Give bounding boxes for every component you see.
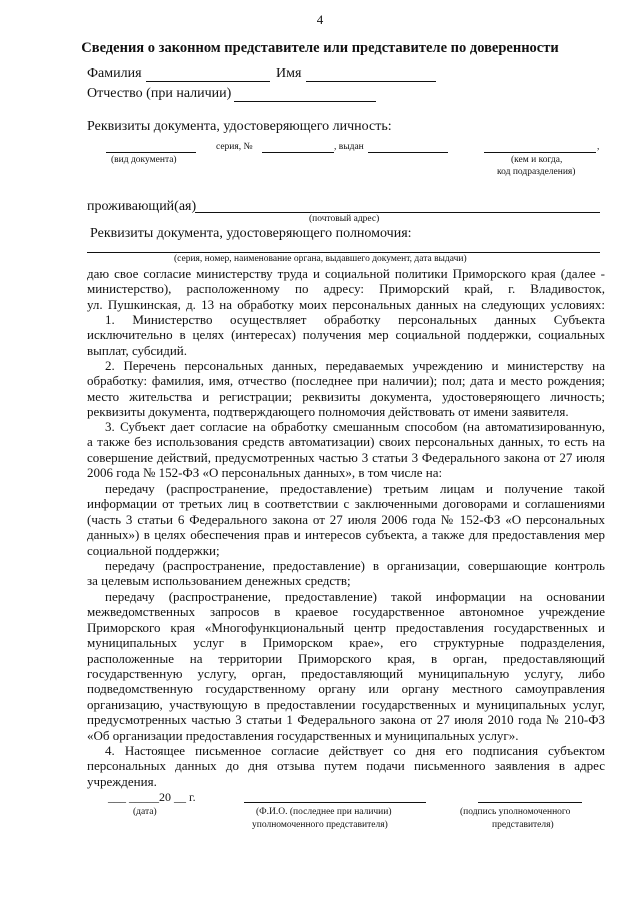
- surname-label: Фамилия: [87, 66, 142, 81]
- issued-field[interactable]: [368, 152, 448, 153]
- paragraph-4: 4. Настоящее письменное согласие действует со дня его подписания субъектом персональных данных до дня отзыва путем подачи письменного заявления в адрес учреждения.: [87, 743, 605, 789]
- series-field[interactable]: [262, 152, 334, 153]
- intro-paragraph: даю свое согласие министерству труда и социальной политики Приморского края (далее - министерство), расположенному по адресу: Приморский край, г. Владивосток, ул. Пушкинская, д. 13 на обработку моих персональных данных на следующих условиях:: [87, 266, 605, 312]
- paragraph-3: 3. Субъект дает согласие на обработку смешанным способом (на автоматизированную, а также без использования средств автоматизации) своих персональных данных, то есть на совершение действий, предусмотренных частью 3 статьи 3 Федерального закона от 27 июля 2006 года № 152-ФЗ «О персональных данных», в том числе на:: [87, 419, 605, 481]
- date-line[interactable]: ___ _____20 __ г.: [108, 790, 196, 804]
- issued-caption-1: (кем и когда,: [511, 155, 563, 165]
- residing-label: проживающий(ая): [87, 199, 197, 214]
- address-caption: (почтовый адрес): [309, 214, 380, 224]
- paragraph-1: 1. Министерство осуществляет обработку персональных данных Субъекта исключительно в целях (интересах) получения мер социальной поддержки, социальных выплат, субсидий.: [87, 312, 605, 358]
- doc-type-caption: (вид документа): [111, 155, 177, 165]
- paragraph-2: 2. Перечень персональных данных, передаваемых учреждению и министерству на обработку: фамилия, имя, отчество (последнее при наличии); пол; дата и место рождения; место жительства и регистрации; реквизиты документа, удостоверяющего личность; реквизиты документа, подтверждающего полномочия действовать от имени заявителя.: [87, 358, 605, 420]
- issued-caption-2: код подразделения): [497, 167, 576, 177]
- sign-caption-2: представителя): [492, 820, 554, 830]
- authority-heading: Реквизиты документа, удостоверяющего полномочия:: [90, 226, 412, 241]
- id-doc-heading: Реквизиты документа, удостоверяющего личность:: [87, 119, 392, 134]
- patronymic-field[interactable]: [234, 101, 376, 102]
- name-field[interactable]: [306, 81, 436, 82]
- page-number: 4: [316, 12, 324, 27]
- sign-caption-1: (подпись уполномоченного: [460, 807, 571, 817]
- authority-field[interactable]: [87, 252, 600, 253]
- issued-by-field[interactable]: [484, 152, 596, 153]
- fio-caption-2: уполномоченного представителя): [252, 820, 388, 830]
- fio-field[interactable]: [244, 802, 426, 803]
- section-title: Сведения о законном представителе или представителе по доверенности: [81, 40, 559, 56]
- paragraph-3b: передачу (распространение, предоставление) в организации, совершающие контроль за целевым использованием денежных средств;: [87, 558, 605, 589]
- paragraph-3a: передачу (распространение, предоставление) третьим лицам и получение такой информации от третьих лиц в соответствии с заключенными договорами и соглашениями (часть 3 статьи 6 Федерального закона от 27 июля 2006 года № 152-ФЗ «О персональных данных») в целях обеспечения прав и интересов субъекта, а также для предоставления мер социальной поддержки;: [87, 481, 605, 558]
- surname-field[interactable]: [146, 81, 270, 82]
- signature-field[interactable]: [478, 802, 582, 803]
- patronymic-label: Отчество (при наличии): [87, 86, 232, 101]
- date-caption: (дата): [133, 807, 157, 817]
- fio-caption-1: (Ф.И.О. (последнее при наличии): [256, 807, 392, 817]
- authority-caption: (серия, номер, наименование органа, выдавшего документ, дата выдачи): [174, 254, 467, 264]
- doc-type-field[interactable]: [106, 152, 196, 153]
- paragraph-3c: передачу (распространение, предоставление) такой информации на основании межведомственных запросов в краевое государственное автономное учреждение Приморского края «Многофункциональный центр предоставления государственных и муниципальных услуг в Приморском крае», его структурные подразделения, расположенные на территории Приморского края, в орган, предоставляющий государственную услугу, орган, предоставляющий муниципальную услугу, либо подведомственную государственному органу или органу местного самоуправления организацию, участвующую в предоставлении государственных и муниципальных услуг, предусмотренных частью 3 статьи 1 Федерального закона от 27 июля 2010 года № 210-ФЗ «Об организации предоставления государственных и муниципальных услуг».: [87, 589, 605, 743]
- comma: ,: [597, 142, 600, 152]
- series-label: серия, №: [216, 142, 253, 152]
- address-field[interactable]: [195, 212, 600, 213]
- issued-label: , выдан: [334, 142, 364, 152]
- name-label: Имя: [276, 66, 302, 81]
